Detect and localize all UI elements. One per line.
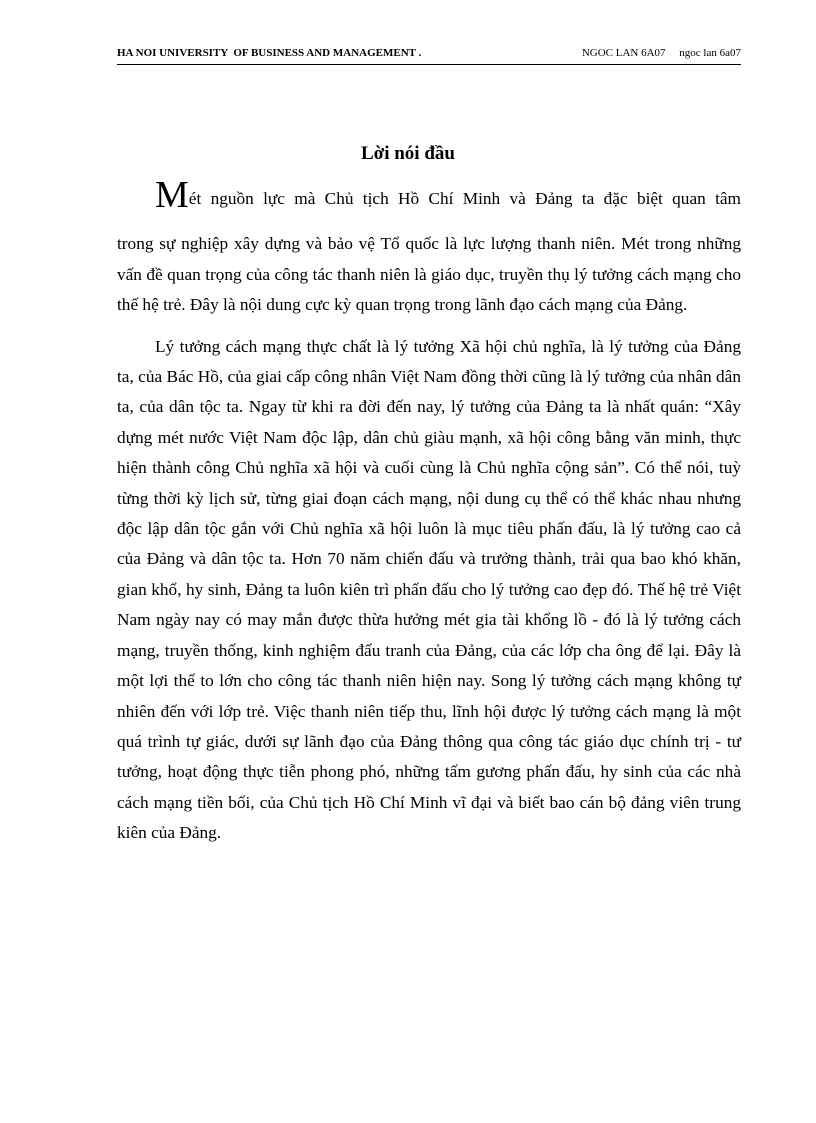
paragraph-1-first-line-text: ét nguồn lực mà Chủ tịch Hồ Chí Minh và Đảng ta đặc biệt quan tâm — [188, 189, 741, 208]
paragraph-1-first-line — [117, 174, 741, 216]
header-institution: HA NOI UNIVERSITY OF BUSINESS AND MANAGEMENT . — [117, 47, 422, 59]
page-title: Lời nói đầu — [361, 143, 455, 164]
page-header — [117, 44, 741, 65]
paragraph-1 — [117, 174, 741, 216]
paragraph-1-continued: trong sự nghiệp xây dựng và bảo vệ Tổ quốc là lực lượng thanh niên. Mét trong những vấn đề quan trọng của công tác thanh niên là giáo dục, truyền thụ lý tưởng cách mạng cho thế hệ trẻ. Đây là nội dung cực kỳ quan trọng trong lãnh đạo cách mạng của Đảng. — [117, 234, 741, 315]
header-author — [582, 47, 741, 59]
paragraph-2: Lý tưởng cách mạng thực chất là lý tưởng Xã hội chủ nghĩa, là lý tưởng của Đảng ta, của Bác Hồ, của giai cấp công nhân Việt Nam đồng thời cũng là lý tưởng của nhân dân ta, của dân tộc ta. Ngay từ khi ra đời đến nay, lý tưởng của Đảng ta là nhất quán: “Xây dựng mét nước Việt Nam độc lập, dân chủ giàu mạnh, xã hội công bằng văn minh, thực hiện thành công Chủ nghĩa xã hội và cuối cùng là Chủ nghĩa cộng sản”. Có thể nói, tuỳ từng thời kỳ lịch sử, từng giai đoạn cách mạng, nội dung cụ thể có thể khác nhau nhưng độc lập dân tộc gắn với Chủ nghĩa xã hội luôn là mục tiêu phấn đấu, là lý tưởng cao cả của Đảng và dân tộc ta. Hơn 70 năm chiến đấu và trưởng thành, trải qua bao khó khăn, gian khổ, hy sinh, Đảng ta luôn kiên trì phấn đấu cho lý tưởng cao đẹp đó. Thế hệ trẻ Việt Nam ngày nay có may mắn được thừa hưởng mét gia tài khổng lồ - đó là lý tưởng cách mạng, truyền thống, kinh nghiệm đấu tranh của Đảng, của các lớp cha ông để lại. Đây là một lợi thế to lớn cho công tác thanh niên hiện nay. Song lý tưởng cách mạng không tự nhiên đến với lớp trẻ. Việc thanh niên tiếp thu, lĩnh hội được lý tưởng cách mạng là một quá trình tự giác, dưới sự lãnh đạo của Đảng thông qua công tác giáo dục chính trị - tư tưởng, hoạt động thực tiễn phong phó, những tấm gương phấn đấu, hy sinh của các nhà cách mạng tiền bối, của Chủ tịch Hồ Chí Minh vĩ đại và biết bao cán bộ đảng viên trung kiên của Đảng. — [117, 336, 741, 843]
drop-cap: M — [155, 174, 189, 216]
document-body — [117, 174, 741, 849]
header-author-code: NGOC LAN 6A07 — [581, 47, 666, 59]
header-author-lower: ngoc lan 6a07 — [679, 47, 741, 59]
